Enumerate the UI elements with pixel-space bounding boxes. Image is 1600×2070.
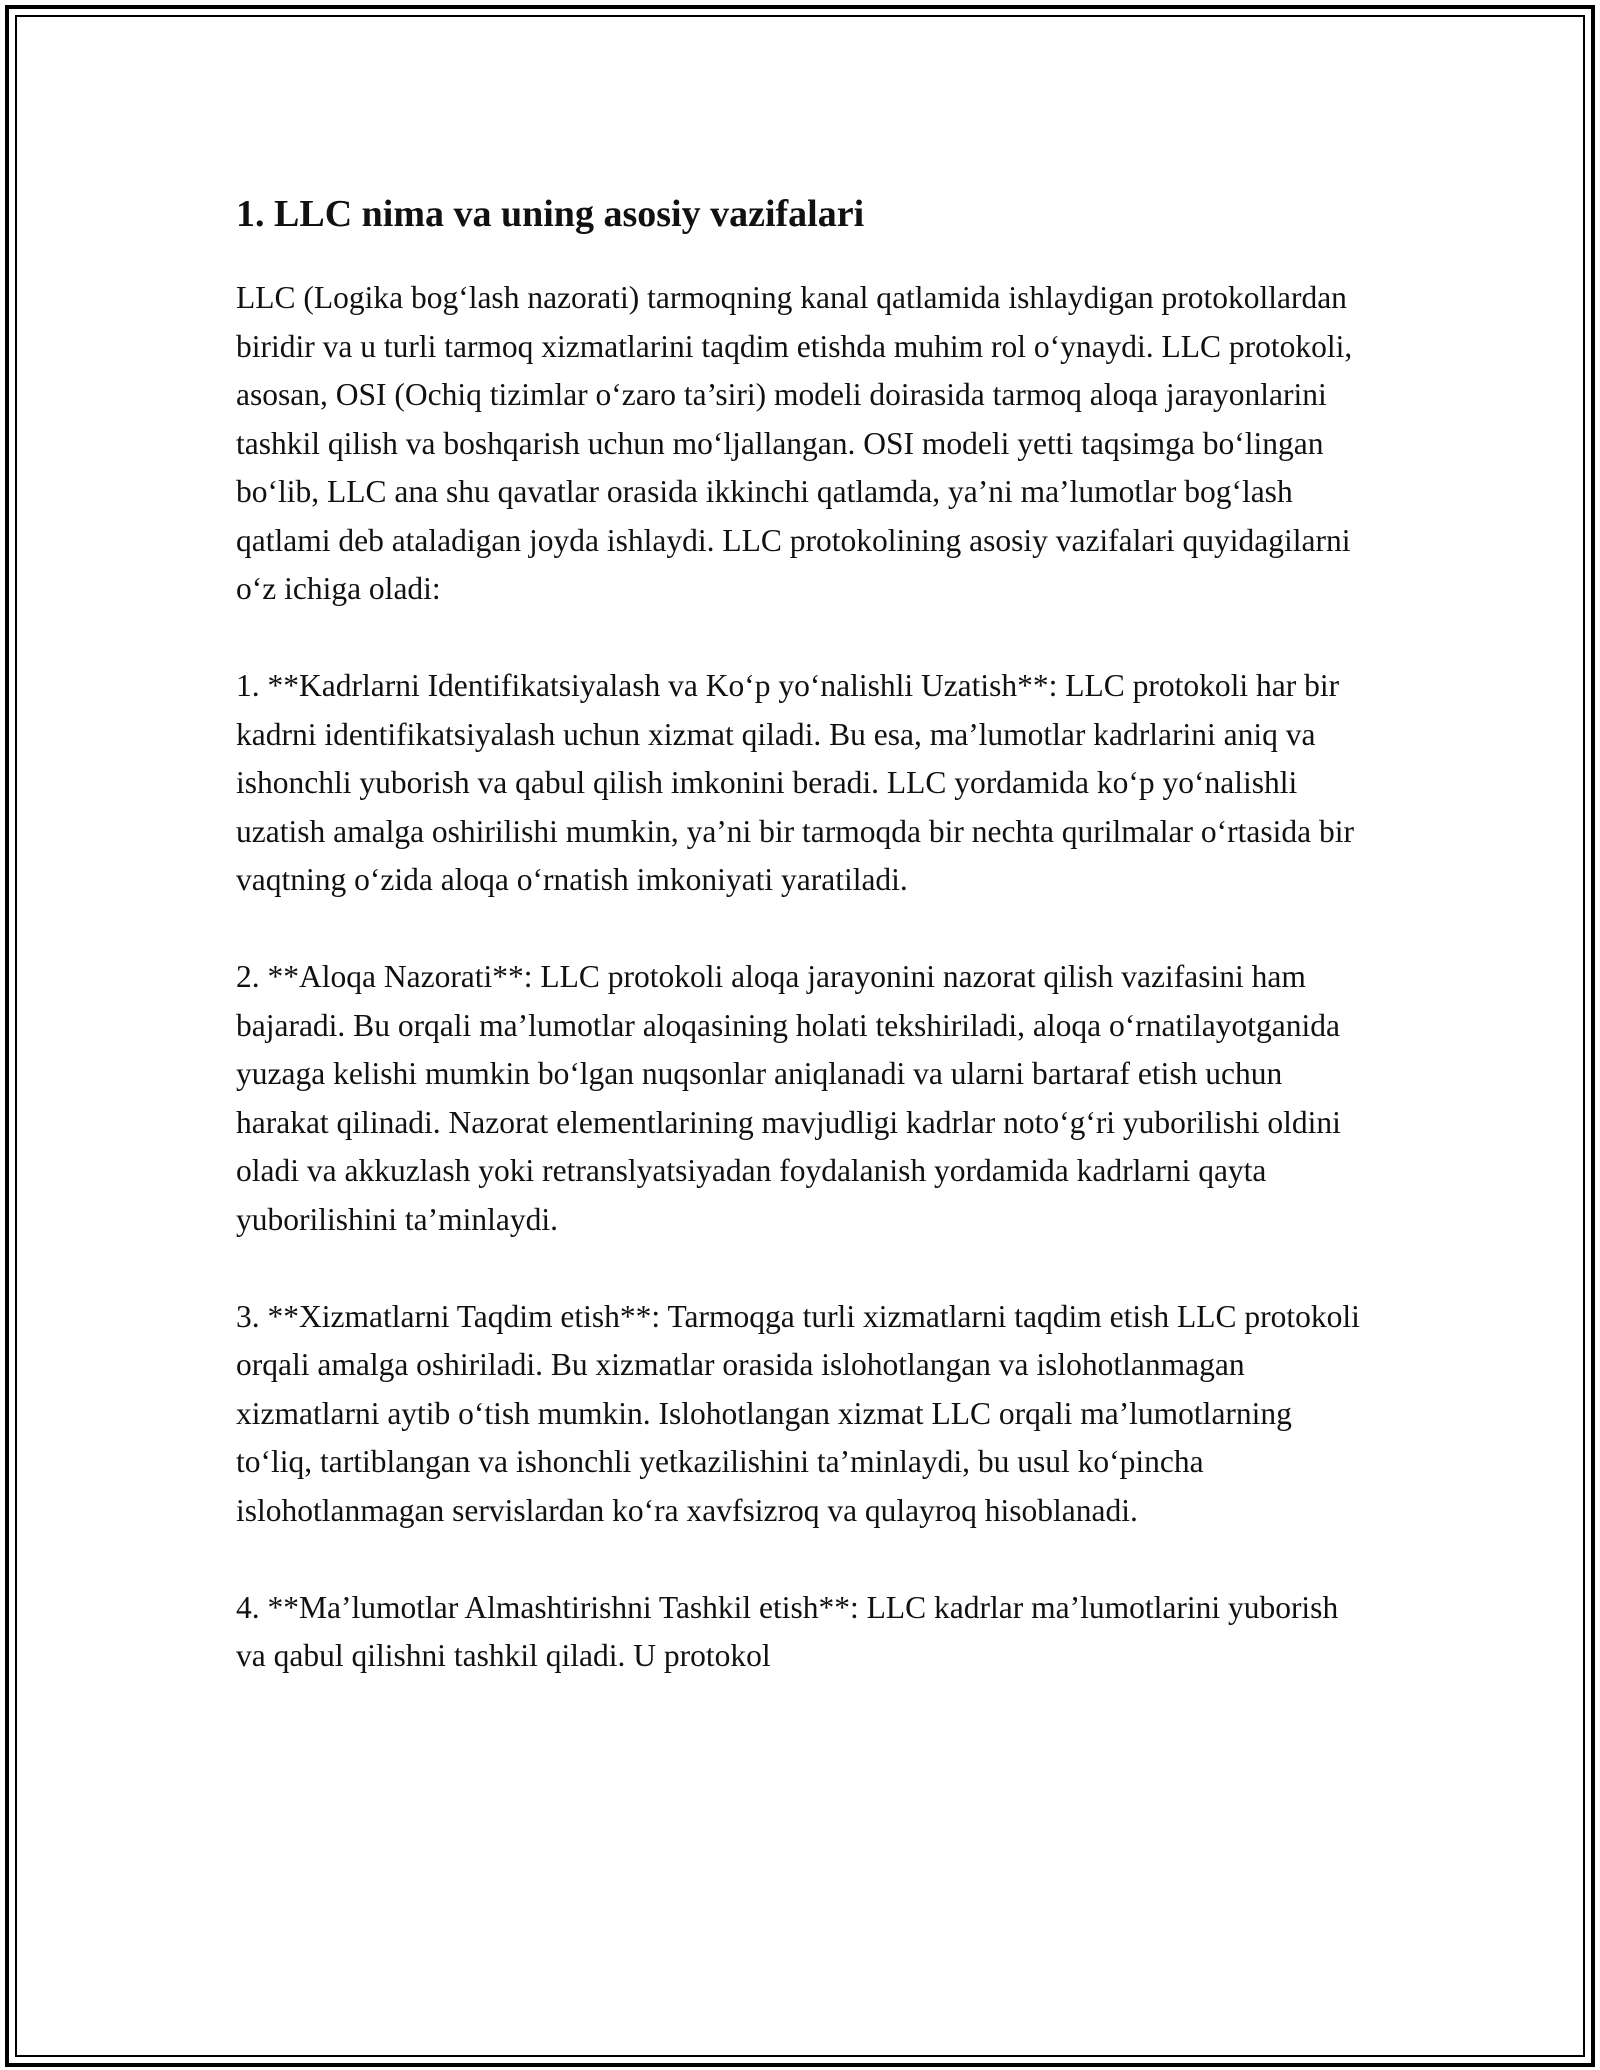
intro-paragraph: LLC (Logika bog‘lash nazorati) tarmoqning kanal qatlamida ishlaydigan protokollardan biridir va u turli tarmoq xizmatlarini taqdim etishda muhim rol o‘ynaydi. LLC protokoli, asosan, OSI (Ochiq tizimlar o‘zaro ta’siri) modeli doirasida tarmoq aloqa jarayonlarini tashkil qilish va boshqarish uchun mo‘ljallangan. OSI modeli yetti taqsimga bo‘lingan bo‘lib, LLC ana shu qavatlar orasida ikkinchi qatlamda, ya’ni ma’lumotlar bog‘lash qatlami deb ataladigan joyda ishlaydi. LLC protokolining asosiy vazifalari quyidagilarni o‘z ichiga oladi: [236, 280, 1353, 606]
document-body [236, 188, 1366, 1729]
section-heading: 1. LLC nima va uning asosiy vazifalari [236, 193, 865, 235]
list-item-3: 3. **Xizmatlarni Taqdim etish**: Tarmoqga turli xizmatlarni taqdim etish LLC protokoli orqali amalga oshiriladi. Bu xizmatlar orasida islohotlangan va islohotlanmagan xizmatlarni aytib o‘tish mumkin. Islohotlangan xizmat LLC orqali ma’lumotlarning to‘liq, tartiblangan va ishonchli yetkazilishini ta’minlaydi, bu usul ko‘pincha islohotlanmagan servislardan ko‘ra xavfsizroq va qulayroq hisoblanadi. [236, 1298, 1360, 1528]
list-item-1: 1. **Kadrlarni Identifikatsiyalash va Ko‘p yo‘nalishli Uzatish**: LLC protokoli har bir kadrni identifikatsiyalash uchun xizmat qiladi. Bu esa, ma’lumotlar kadrlarini aniq va ishonchli yuborish va qabul qilish imkonini beradi. LLC yordamida ko‘p yo‘nalishli uzatish amalga oshirilishi mumkin, ya’ni bir tarmoqda bir nechta qurilmalar o‘rtasida bir vaqtning o‘zida aloqa o‘rnatish imkoniyati yaratiladi. [236, 668, 1354, 897]
list-item-2: 2. **Aloqa Nazorati**: LLC protokoli aloqa jarayonini nazorat qilish vazifasini ham bajaradi. Bu orqali ma’lumotlar aloqasining holati tekshiriladi, aloqa o‘rnatilayotganida yuzaga kelishi mumkin bo‘lgan nuqsonlar aniqlanadi va ularni bartaraf etish uchun harakat qilinadi. Nazorat elementlarining mavjudligi kadrlar noto‘g‘ri yuborilishi oldini oladi va akkuzlash yoki retranslyatsiyadan foydalanish yordamida kadrlarni qayta yuborilishini ta’minlaydi. [236, 959, 1341, 1237]
list-item-4: 4. **Ma’lumotlar Almashtirishni Tashkil etish**: LLC kadrlar ma’lumotlarini yuborish va qabul qilishni tashkil qiladi. U protokol [236, 1589, 1339, 1673]
